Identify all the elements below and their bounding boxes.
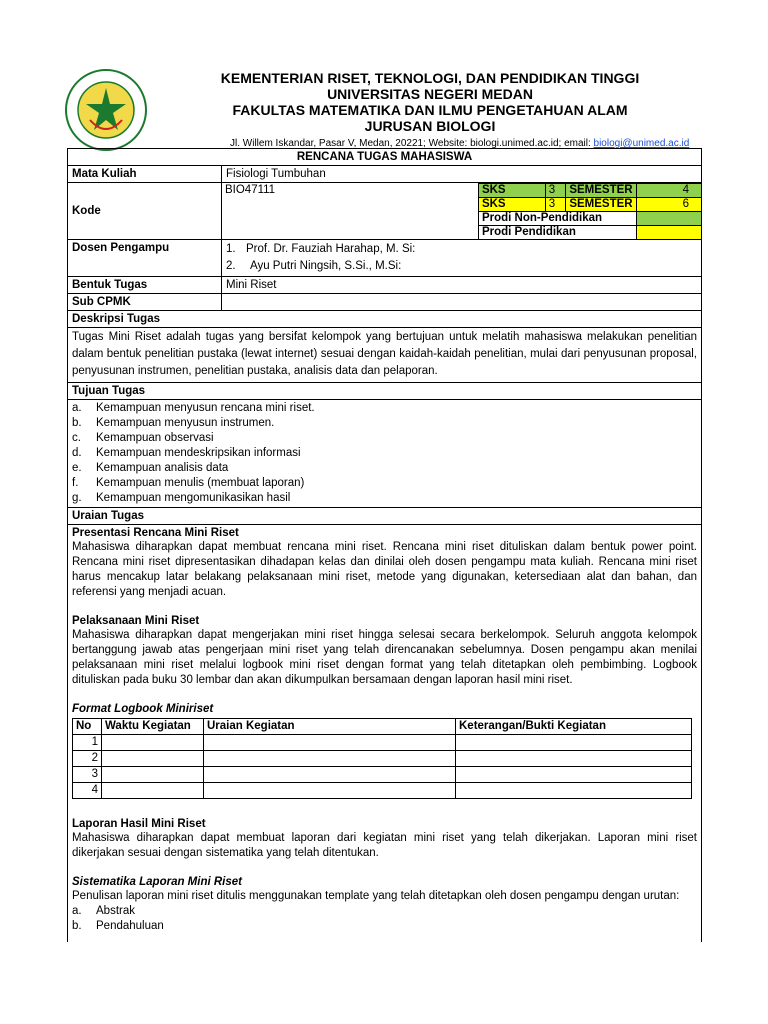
list-item [72,416,697,431]
subcpmk-value [222,294,702,311]
cell [102,751,204,767]
list-text: Kemampuan analisis data [96,462,229,474]
logbook-header: Waktu Kegiatan [102,719,204,735]
cell [204,735,456,751]
list-letter: a. [72,905,82,917]
prodi-non-mark [636,212,701,226]
list-letter: e. [72,462,82,474]
list-item [72,401,697,416]
form-title: RENCANA TUGAS MAHASISWA [68,149,702,166]
table-row [73,751,692,767]
list-item [72,476,697,491]
bentuk-label: Bentuk Tugas [68,277,222,294]
prodi-mark [636,226,701,240]
list-item [72,919,697,934]
logbook-header: Keterangan/Bukti Kegiatan [456,719,692,735]
laporan-title: Laporan Hasil Mini Riset [72,818,206,830]
logbook-header: Uraian Kegiatan [204,719,456,735]
table-row [73,783,692,799]
semester-value-1: 4 [636,184,701,198]
list-item [72,491,697,506]
list-text: Kemampuan observasi [96,432,214,444]
cell [204,783,456,799]
sistematika-list [72,904,697,934]
list-letter: b. [72,920,82,932]
cell [102,767,204,783]
pelaksanaan-title: Pelaksanaan Mini Riset [72,615,200,627]
table-row [73,735,692,751]
list-item [72,904,697,919]
presentasi-title: Presentasi Rencana Mini Riset [72,527,239,539]
list-text: Kemampuan menyusun instrumen. [96,417,275,429]
row-number: 2 [73,751,102,767]
assignment-form [67,148,702,942]
cell [204,767,456,783]
kode-cell [222,183,702,240]
logbook-header: No [73,719,102,735]
list-item [72,431,697,446]
list-text: Kemampuan mendeskripsikan informasi [96,447,301,459]
cell [456,767,692,783]
uraian-label: Uraian Tugas [68,508,702,525]
kode-value: BIO47111 [222,184,478,240]
row-number: 4 [73,783,102,799]
cell [456,751,692,767]
tujuan-list [72,401,697,506]
deskripsi-label: Deskripsi Tugas [68,311,702,328]
sks-label-1: SKS [478,184,545,198]
list-letter: g. [72,492,82,504]
dosen-num: 2. [226,260,236,272]
laporan-text: Mahasiswa diharapkan dapat membuat laporan dari kegiatan mini riset yang telah dikerjakan. Laporan mini riset dikerjakan sesuai dengan sistematika yang telah ditentukan. [72,832,697,859]
dosen-label: Dosen Pengampu [68,240,222,277]
bentuk-value: Mini Riset [222,277,702,294]
list-item [72,461,697,476]
list-item [72,446,697,461]
mata-kuliah-label: Mata Kuliah [68,166,222,183]
ministry-name: KEMENTERIAN RISET, TEKNOLOGI, DAN PENDIDIKAN TINGGI [220,70,640,86]
sks-value-1: 3 [545,184,566,198]
row-number: 3 [73,767,102,783]
kode-grid [222,183,701,239]
list-letter: c. [72,432,81,444]
cell [204,751,456,767]
table-row [73,767,692,783]
cell [102,783,204,799]
dosen-num: 1. [226,243,236,255]
list-letter: a. [72,402,82,414]
list-text: Kemampuan mengomunikasikan hasil [96,492,291,504]
sistematika-title: Sistematika Laporan Mini Riset [72,876,242,888]
uraian-body [68,525,702,943]
mata-kuliah-value: Fisiologi Tumbuhan [222,166,702,183]
dosen-item [226,258,697,275]
university-name: UNIVERSITAS NEGERI MEDAN [327,86,533,102]
pelaksanaan-text: Mahasiswa diharapkan dapat mengerjakan mini riset hingga selesai secara berkelompok. Seluruh anggota kelompok bertanggung jawab atas pengerjaan mini riset yang telah direncanakan sebelumnya. Dosen pengampu akan menilai pelaksanaan mini riset melalui logbook mini riset dengan format yang telah ditetapkan oleh pembimbing. Logbook dituliskan pada buku 30 lembar dan akan dikumpulkan bersamaan dengan laporan hasil mini riset. [72,629,697,686]
semester-label-2: SEMESTER [566,198,636,212]
subcpmk-label: Sub CPMK [68,294,222,311]
deskripsi-text: Tugas Mini Riset adalah tugas yang bersifat kelompok yang bertujuan untuk melatih mahasiswa melakukan penelitian dalam bentuk penelitian pustaka (lewat internet) sesuai dengan kaidah-kaidah penelitian, mulai dari penyusunan proposal, penyusunan instrumen, penelitian pustaka, analisis data dan pelaporan. [68,328,702,383]
sistematika-text: Penulisan laporan mini riset ditulis menggunakan template yang telah ditetapkan oleh dosen pengampu dengan urutan: [72,890,680,902]
list-text: Kemampuan menulis (membuat laporan) [96,477,305,489]
logbook-table [72,718,692,799]
email-link[interactable]: biologi@unimed.ac.id [593,138,690,149]
faculty-name: FAKULTAS MATEMATIKA DAN ILMU PENGETAHUAN ALAM [232,102,628,118]
list-text: Abstrak [96,905,135,917]
list-letter: b. [72,417,82,429]
semester-label-1: SEMESTER [566,184,636,198]
list-text: Pendahuluan [96,920,164,932]
logbook-title: Format Logbook Miniriset [72,703,214,715]
department-name: JURUSAN BIOLOGI [364,118,496,134]
sks-value-2: 3 [545,198,566,212]
cell [102,735,204,751]
list-letter: f. [72,477,79,489]
sks-label-2: SKS [478,198,545,212]
tujuan-cell [68,400,702,508]
list-letter: d. [72,447,82,459]
presentasi-text: Mahasiswa diharapkan dapat membuat rencana mini riset. Rencana mini riset dituliskan dalam bentuk power point. Rencana mini riset dipresentasikan dihadapan kelas dan dinilai oleh dosen pengampu mata kuliah. Rencana mini riset harus mencakup latar belakang pelaksanaan mini riset, metode yang digunakan, ketersediaan alat dan bahan, dan referensi yang menjadi acuan. [72,541,697,598]
address-text: Jl. Willem Iskandar, Pasar V, Medan, 20221; Website: biologi.unimed.ac.id; email: [230,138,594,149]
list-text: Kemampuan menyusun rencana mini riset. [96,402,315,414]
semester-value-2: 6 [636,198,701,212]
dosen-name: Prof. Dr. Fauziah Harahap, M. Si: [246,243,416,255]
kode-label: Kode [68,183,222,240]
unimed-logo [64,68,148,152]
prodi-non-label: Prodi Non-Pendidikan [478,212,636,226]
logbook-header-row [73,719,692,735]
tujuan-label: Tujuan Tugas [68,383,702,400]
prodi-label: Prodi Pendidikan [478,226,636,240]
cell [456,783,692,799]
cell [456,735,692,751]
dosen-name: Ayu Putri Ningsih, S.Si., M.Si: [250,260,402,272]
row-number: 1 [73,735,102,751]
dosen-item [226,241,697,258]
dosen-list [222,240,702,277]
